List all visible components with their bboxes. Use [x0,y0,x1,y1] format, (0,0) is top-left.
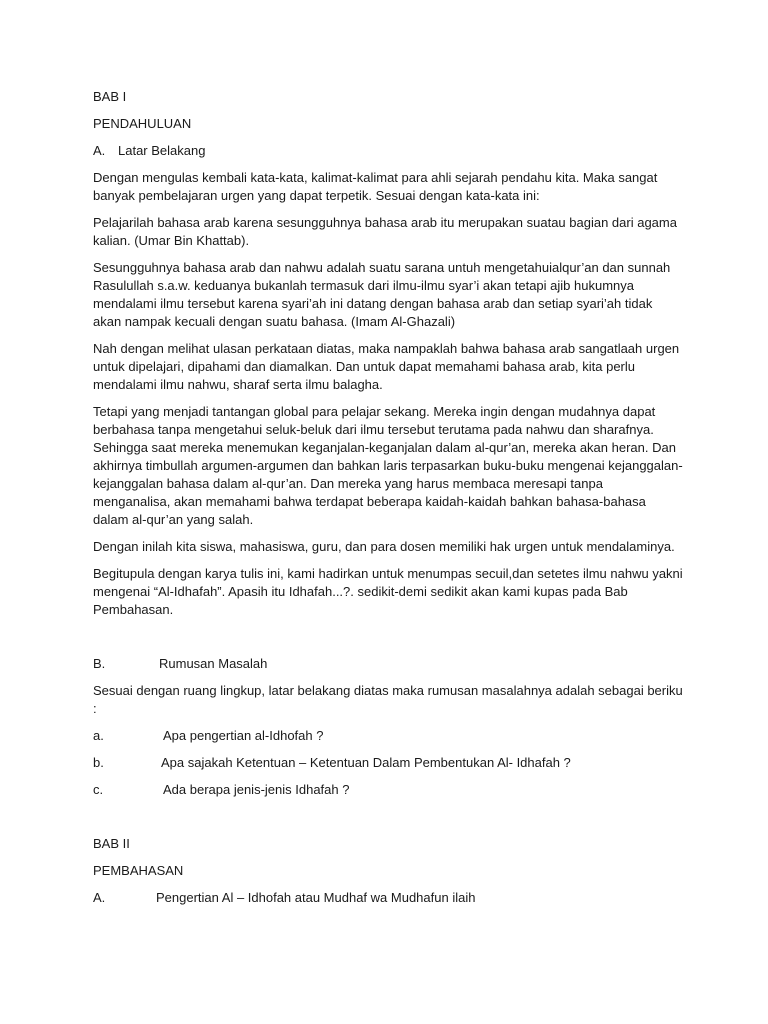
list-item [93,727,683,745]
chapter-subtitle: PENDAHULUAN [93,116,192,131]
chapter-title: BAB II [93,836,130,851]
section-heading-text: Pengertian Al – Idhofah atau Mudhaf wa Mudhafun ilaih [156,890,476,905]
section-heading-rumusan-masalah [93,655,683,673]
paragraph: Dengan mengulas kembali kata-kata, kalimat-kalimat para ahli sejarah pendahu kita. Maka sangat banyak pembelajaran urgen yang dapat terpetik. Sesuai dengan kata-kata ini: [93,170,658,203]
section-label: B. [93,656,106,671]
list-item [93,781,683,799]
list-item [93,754,683,772]
paragraph: Begitupula dengan karya tulis ini, kami hadirkan untuk menumpas secuil,dan setetes ilmu nahwu yakni mengenai “Al-Idhafah”. Apasih itu Idhafah...?. sedikit-demi sedikit akan kami kupas pada Bab Pembahasan. [93,566,683,617]
list-item-text: Apa sajakah Ketentuan – Ketentuan Dalam Pembentukan Al- Idhafah ? [161,755,571,770]
section-heading-latar-belakang [93,142,683,160]
paragraph: Pelajarilah bahasa arab karena sesungguhnya bahasa arab itu merupakan suatau bagian dari agama kalian. (Umar Bin Khattab). [93,215,677,248]
list-item-label: a. [93,728,104,743]
section-heading-text: Rumusan Masalah [159,656,268,671]
chapter-title: BAB I [93,89,127,104]
section-heading-text: Latar Belakang [118,143,206,158]
list-item-text: Ada berapa jenis-jenis Idhafah ? [163,782,350,797]
paragraph: Nah dengan melihat ulasan perkataan diatas, maka nampaklah bahwa bahasa arab sangatlaah urgen untuk dipelajari, dipahami dan diamalkan. Dan untuk dapat memahami bahasa arab, kita perlu mendalami ilmu nahwu, sharaf serta ilmu balagha. [93,341,680,392]
paragraph: Tetapi yang menjadi tantangan global para pelajar sekang. Mereka ingin dengan mudahnya dapat berbahasa tanpa mengetahui seluk-beluk dari ilmu tersebut terutama pada nahwu dan sharafnya. Sehingga saat mereka menemukan keganjalan-keganjalan dalam al-qur’an, mereka akan heran. Dan akhirnya timbullah argumen-argumen dan bahkan laris terpasarkan buku-buku mengenai kejanggalan-kejanggalan bahasa dalam al-qur’an. Dan mereka yang harus membaca meresapi tanpa menganalisa, akan memahami bahwa terdapat beberapa kaidah-kaidah bahkan bahasa-bahasa dalam al-qur’an yang salah. [93,404,683,527]
list-item-text: Apa pengertian al-Idhofah ? [163,728,324,743]
section-label: A. [93,143,106,158]
spacer [93,808,683,835]
document-page [93,88,683,916]
list-item-label: c. [93,782,104,797]
paragraph: Sesungguhnya bahasa arab dan nahwu adalah suatu sarana untuh mengetahuialqur’an dan sunnah Rasulullah s.a.w. keduanya bukanlah termasuk dari ilmu-ilmu syar’i akan tetapi ajib hukumnya mendalami ilmu tersebut karena syari’ah ini datang dengan bahasa arab dan setiap syari’ah tidak akan nampak kecuali dengan suatu bahasa. (Imam Al-Ghazali) [93,260,671,329]
list-item-label: b. [93,755,104,770]
paragraph: Dengan inilah kita siswa, mahasiswa, guru, dan para dosen memiliki hak urgen untuk mendalaminya. [93,539,675,554]
paragraph: Sesuai dengan ruang lingkup, latar belakang diatas maka rumusan masalahnya adalah sebagai beriku : [93,683,683,716]
spacer [93,628,683,655]
section-heading-pengertian [93,889,683,907]
section-label: A. [93,890,106,905]
chapter-subtitle: PEMBAHASAN [93,863,184,878]
